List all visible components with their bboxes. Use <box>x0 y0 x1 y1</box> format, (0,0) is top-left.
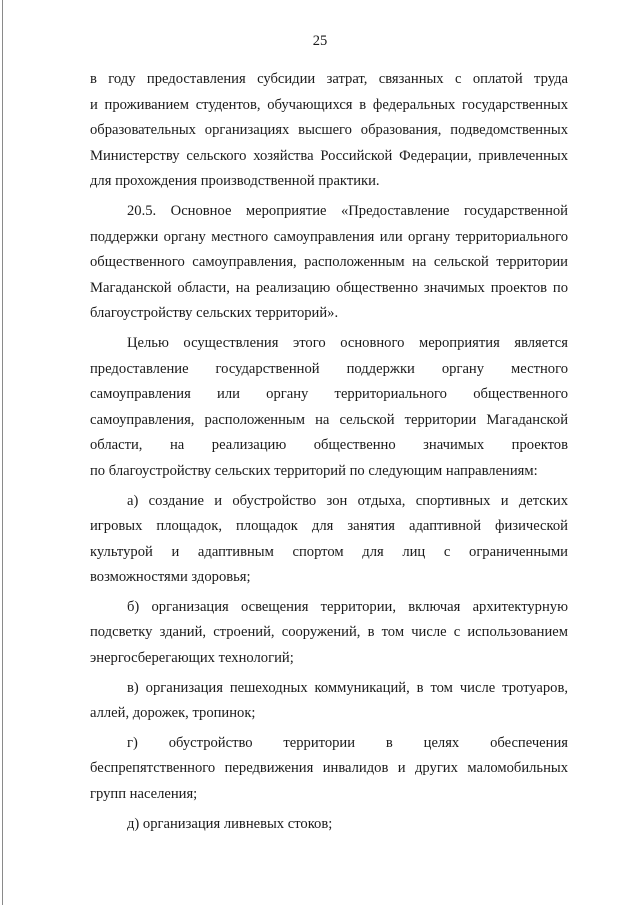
text-line: для прохождения производственной практики. <box>90 173 380 190</box>
text-line: в) организация пешеходных коммуникаций, в том числе тротуаров, <box>127 679 568 696</box>
text-line: в году предоставления субсидии затрат, связанных с оплатой труда <box>90 71 568 87</box>
document-body <box>90 67 568 837</box>
text-line: групп населения; <box>90 786 198 803</box>
list-item-b <box>90 595 568 672</box>
text-line: аллей, дорожек, тропинок; <box>90 705 256 722</box>
text-line: благоустройству сельских территорий». <box>90 305 339 322</box>
list-item-v <box>90 676 568 727</box>
text-line: по благоустройству сельских территорий по следующим направлениям: <box>90 462 538 479</box>
text-line: культурой и адаптивным спортом для лиц с ограниченными <box>90 543 568 560</box>
list-item-d <box>90 812 568 838</box>
list-item-a <box>90 489 568 591</box>
text-line: Целью осуществления этого основного мероприятия является <box>127 334 568 351</box>
text-line: поддержки органу местного самоуправления или органу территориального <box>90 228 568 245</box>
text-line: г) обустройство территории в целях обеспечения <box>127 734 568 751</box>
paragraph-continuation <box>90 67 568 195</box>
text-line: образовательных организациях высшего образования, подведомственных <box>90 122 568 139</box>
page-edge-line <box>2 0 3 905</box>
text-line: игровых площадок, площадок для занятия адаптивной физической <box>90 518 568 535</box>
page-number: 25 <box>312 33 328 49</box>
text-line: общественного самоуправления, расположенным на сельской территории <box>90 254 568 271</box>
paragraph-20-5 <box>90 199 568 327</box>
text-line: области, на реализацию общественно значимых проектов <box>90 437 568 454</box>
text-line: беспрепятственного передвижения инвалидов и других маломобильных <box>90 760 568 777</box>
text-line: Министерству сельского хозяйства Российской Федерации, привлеченных <box>90 147 568 164</box>
text-line: и проживанием студентов, обучающихся в федеральных государственных <box>90 96 568 113</box>
list-item-g <box>90 731 568 808</box>
text-line: Магаданской области, на реализацию общественно значимых проектов по <box>90 279 568 296</box>
text-line: предоставление государственной поддержки органу местного <box>90 360 568 377</box>
text-line: подсветку зданий, строений, сооружений, в том числе с использованием <box>90 624 568 641</box>
text-line: самоуправления, расположенным на сельской территории Магаданской <box>90 411 568 428</box>
text-line: д) организация ливневых стоков; <box>127 815 333 832</box>
text-line: 20.5. Основное мероприятие «Предоставление государственной <box>127 202 568 219</box>
text-line: а) создание и обустройство зон отдыха, спортивных и детских <box>127 492 568 509</box>
text-line: энергосберегающих технологий; <box>90 650 294 667</box>
text-line: б) организация освещения территории, включая архитектурную <box>127 598 568 615</box>
text-line: возможностями здоровья; <box>90 569 251 586</box>
text-line: самоуправления или органу территориального общественного <box>90 386 568 403</box>
paragraph-goal <box>90 331 568 485</box>
